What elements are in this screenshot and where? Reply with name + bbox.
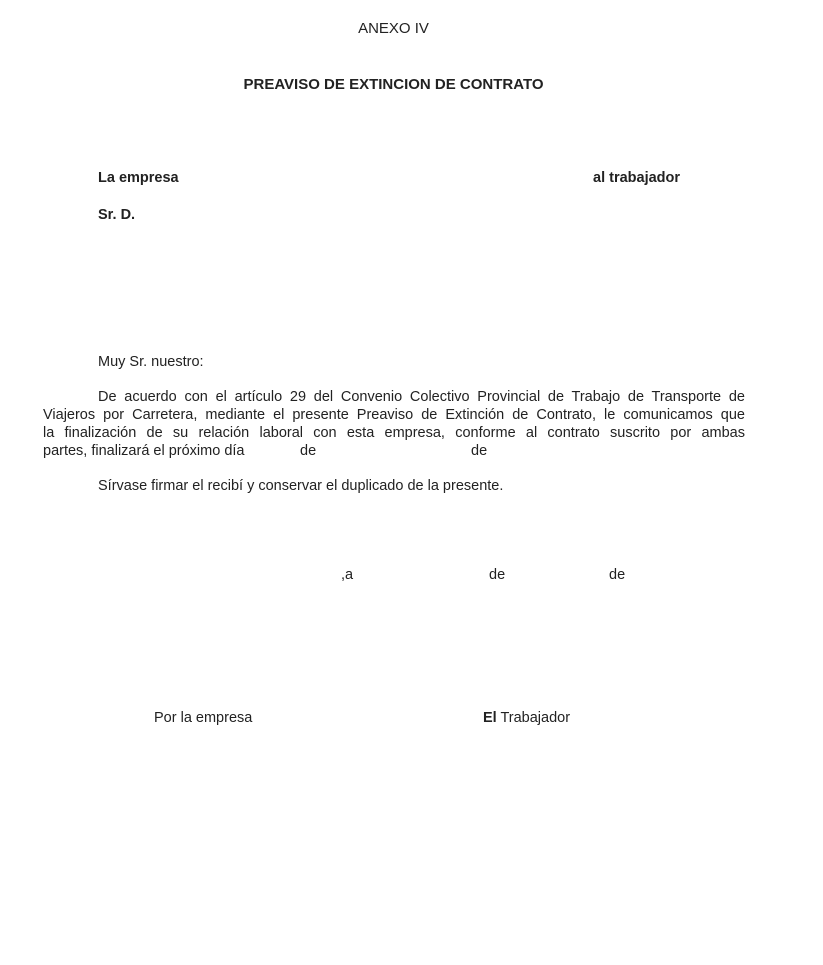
body-line-3: la finalización de su relación laboral con esta empresa, conforme al contrato suscrito por ambas [43,425,745,441]
worker-signature-prefix: El [483,710,497,726]
company-label: La empresa [98,170,179,186]
date-place-a: ,a [341,567,354,583]
worker-signature-rest: Trabajador [496,710,571,726]
date-de-2: de [609,567,626,583]
company-signature-label: Por la empresa [154,710,253,726]
document-title: PREAVISO DE EXTINCION DE CONTRATO [243,76,544,93]
recipient-label: Sr. D. [98,207,136,223]
body-line-1: De acuerdo con el artículo 29 del Convenio Colectivo Provincial de Trabajo de Transporte de [98,389,745,405]
body-line-4-start: partes, finalizará el próximo día [43,443,245,459]
sign-request: Sírvase firmar el recibí y conservar el duplicado de la presente. [98,478,504,494]
worker-label: al trabajador [593,170,681,186]
date-de-1: de [489,567,506,583]
body-line-4-de-1: de [300,443,317,459]
body-line-2: Viajeros por Carretera, mediante el presente Preaviso de Extinción de Contrato, le comunicamos que [43,407,745,423]
worker-signature-label [483,710,570,726]
annex-heading: ANEXO IV [358,20,429,37]
body-line-4-de-2: de [471,443,488,459]
greeting: Muy Sr. nuestro: [98,354,204,370]
